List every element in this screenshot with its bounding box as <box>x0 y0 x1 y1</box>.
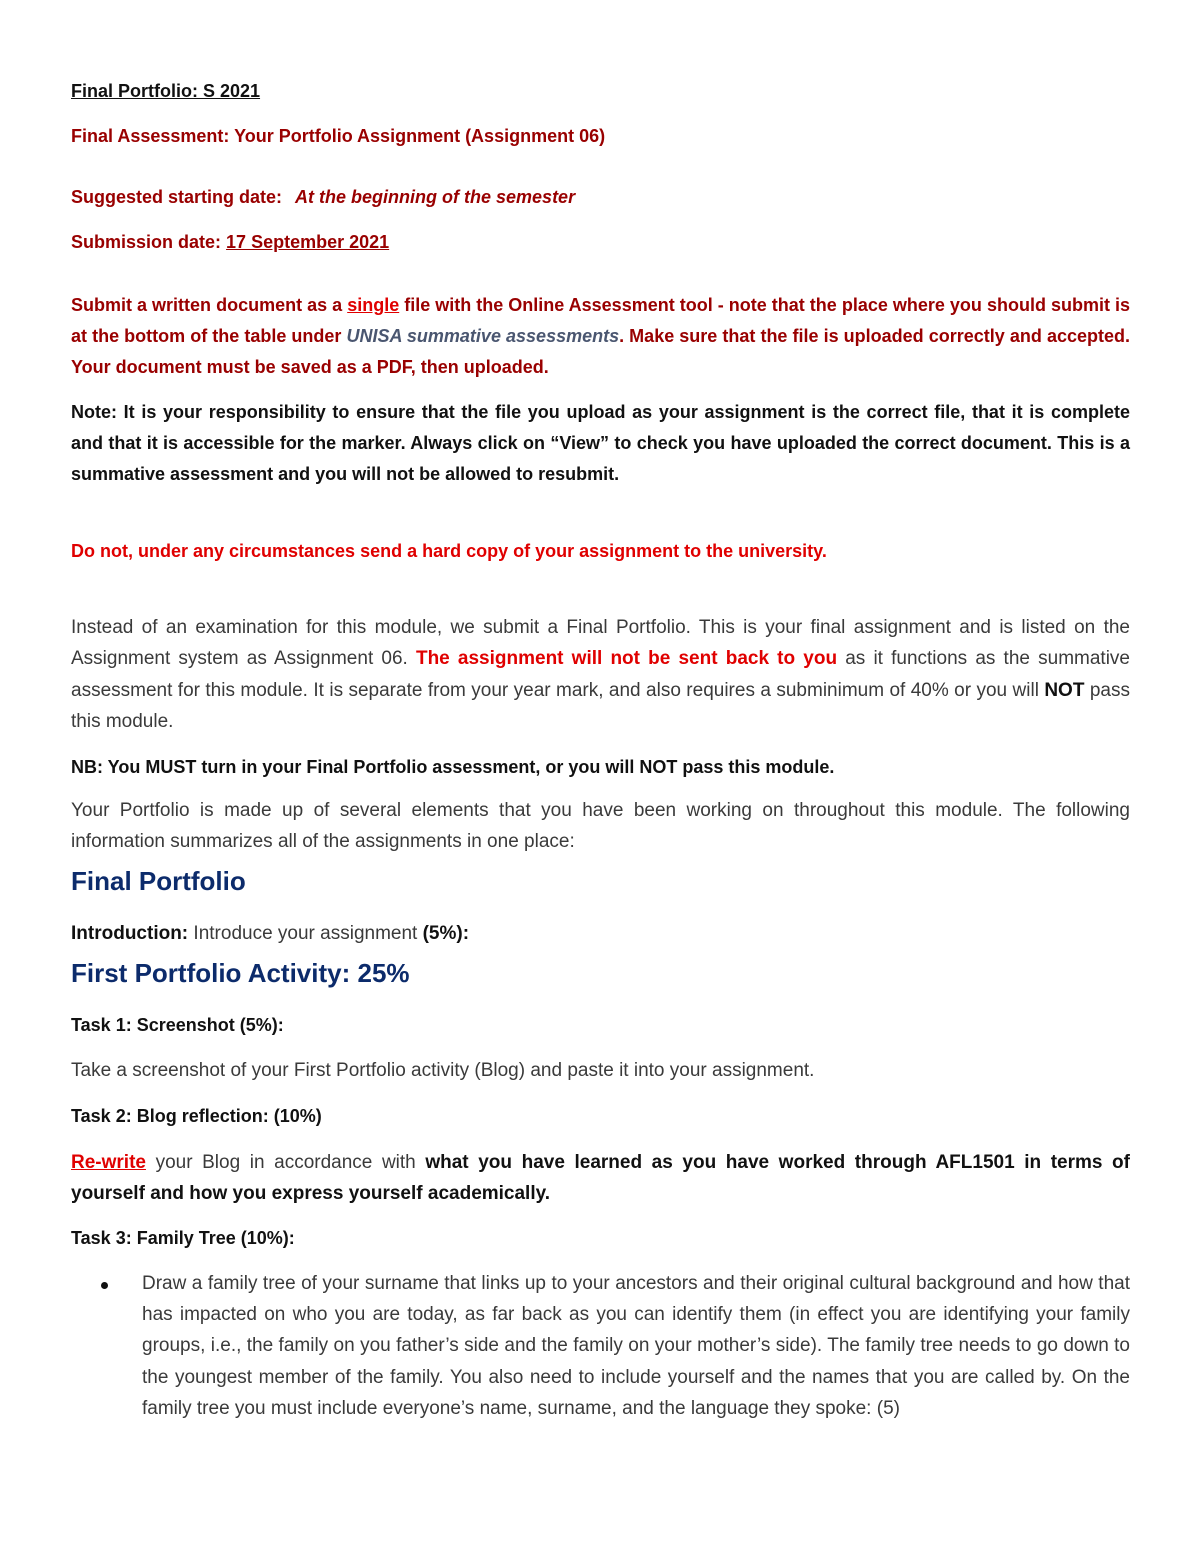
assessment-heading: Final Assessment: Your Portfolio Assignment (Assignment 06) <box>71 126 606 146</box>
bullet-text: Draw a family tree of your surname that links up to your ancestors and their original cultural background and how that has impacted on who you are today, as far back as you can identify them (in effect you are identifying your family groups, i.e., the family on you father’s side and the family on your mother’s side). The family tree needs to go down to the youngest member of the family. You also need to include yourself and the names that you are called by. On the family tree you must include everyone’s name, surname, and the language they spoke: (5) <box>142 1273 1130 1419</box>
task3-bullet-list <box>71 1268 1130 1424</box>
introduction-line <box>71 918 1130 949</box>
bullet-icon <box>101 1282 108 1289</box>
introduction-label: Introduction: <box>71 923 189 944</box>
hard-copy-warning: Do not, under any circumstances send a hard copy of your assignment to the university. <box>71 541 827 561</box>
task2-heading: Task 2: Blog reflection: (10%) <box>71 1106 322 1126</box>
single-emphasis: single <box>347 295 400 315</box>
submission-date-line <box>71 227 1130 258</box>
submit-text-2: file with the Online Assessment tool - note that the place where you should submit is at the bottom of the table under <box>71 295 1130 346</box>
note-paragraph: Note: It is your responsibility to ensure that the file you upload as your assignment is the correct file, that it is complete and that it is accessible for the marker. Always click on “View” to check you have uploaded the correct document. This is a summative assessment and you will not be allowed to resubmit. <box>71 402 1130 484</box>
heading-first-portfolio: First Portfolio Activity: 25% <box>71 958 410 988</box>
intro-text-1: Instead of an examination for this module, we submit a Final Portfolio. This is your final assignment and is listed on the Assignment system as Assignment 06. <box>71 617 1130 670</box>
doc-title: Final Portfolio: S 2021 <box>71 81 261 101</box>
intro-paragraph <box>71 612 1130 737</box>
rewrite-emphasis: Re-write <box>71 1152 146 1173</box>
introduction-text: Introduce your assignment <box>188 923 423 944</box>
task1-text: Take a screenshot of your First Portfolio activity (Blog) and paste it into your assignment. <box>71 1060 815 1081</box>
starting-date-line <box>71 182 1130 213</box>
not-sent-back-warning: The assignment will not be sent back to you <box>415 648 838 670</box>
starting-date-value: At the beginning of the semester <box>295 187 576 207</box>
nb-line: NB: You MUST turn in your Final Portfolio assessment, or you will NOT pass this module. <box>71 757 835 777</box>
task2-text: your Blog in accordance with <box>145 1152 426 1173</box>
task2-paragraph <box>71 1147 1130 1210</box>
not-emphasis: NOT <box>1044 679 1085 701</box>
submit-instructions <box>71 290 1130 383</box>
introduction-percent: (5%): <box>422 923 470 944</box>
portfolio-summary: Your Portfolio is made up of several elements that you have been working on throughout this module. The following information summarizes all of the assignments in one place: <box>71 800 1130 853</box>
task1-heading: Task 1: Screenshot (5%): <box>71 1015 284 1035</box>
submission-date-value: 17 September 2021 <box>226 232 390 252</box>
intro-text-3: pass this module. <box>71 679 1130 732</box>
starting-date-label: Suggested starting date: <box>71 187 283 207</box>
unisa-summative-link: UNISA summative assessments <box>346 326 620 346</box>
submit-text-1: Submit a written document as a <box>71 295 348 315</box>
submission-date-label: Submission date: <box>71 232 222 252</box>
task3-heading: Task 3: Family Tree (10%): <box>71 1228 295 1248</box>
submit-text-3: . Make sure that the file is uploaded correctly and accepted. Your document must be saved as a PDF, then uploaded. <box>71 326 1130 377</box>
heading-final-portfolio: Final Portfolio <box>71 866 246 896</box>
task2-bold-text: what you have learned as you have worked through AFL1501 in terms of yourself and how you express yourself academically. <box>71 1152 1130 1205</box>
list-item <box>71 1268 1130 1424</box>
intro-text-2: as it functions as the summative assessment for this module. It is separate from your year mark, and also requires a subminimum of 40% or you will <box>71 648 1130 701</box>
